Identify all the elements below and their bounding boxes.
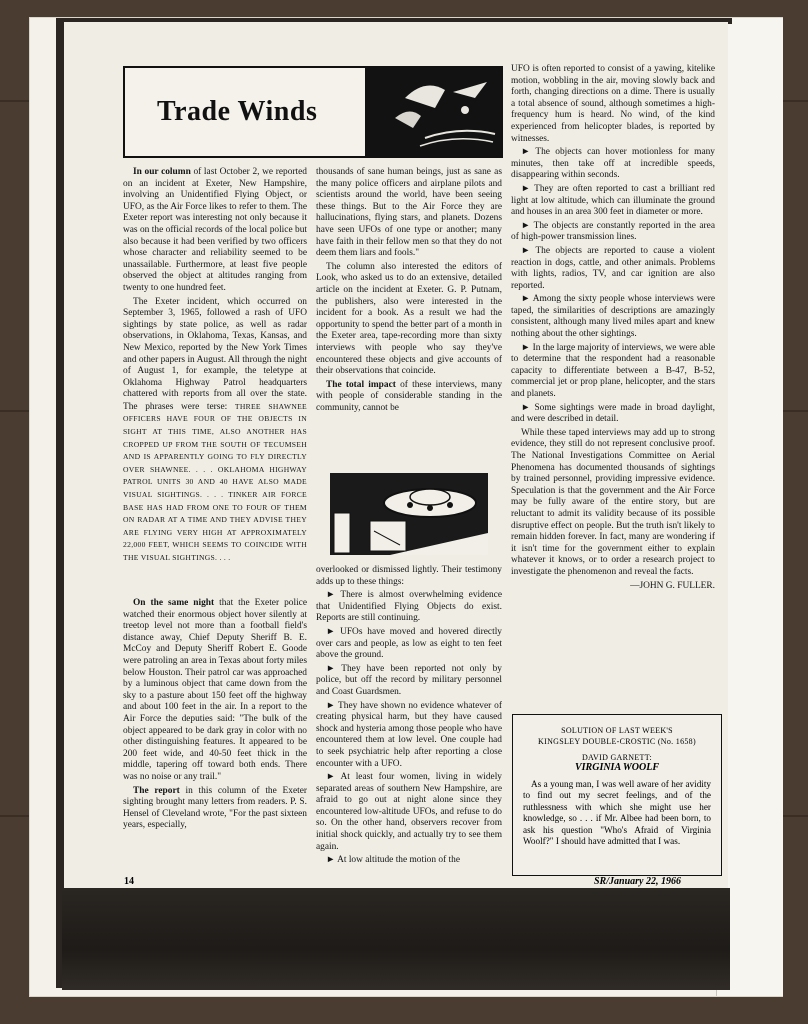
author-signature: —JOHN G. FULLER. <box>630 580 715 591</box>
article-paragraph <box>316 701 502 771</box>
paragraph-text: ► Among the sixty people whose interviews were taped, the similarities of descriptions are amazingly consistent, although many lived miles apart and knew nothing about the other sightings. <box>511 294 715 340</box>
article-paragraph <box>316 380 502 415</box>
solution-heading-line1: SOLUTION OF LAST WEEK'S <box>561 726 673 735</box>
solution-work-title: VIRGINIA WOOLF <box>574 762 659 773</box>
article-paragraph <box>316 772 502 853</box>
paragraph-text: of last October 2, we reported on an incident at Exeter, New Hampshire, involving an Unidentified Flying Object, or UFO, as the Air Force likes to refer to them. The Exeter report was interesting not only because it was on the official records of the local police but also because it had been verified by two officers whose character and reliability seemed to be unassailable. Furthermore, at least five people observed the object at altitudes ranging from twenty to one hundred feet. <box>123 167 307 293</box>
paragraph-text: of these interviews, many with people of considerable standing in the community, cannot be <box>316 379 503 413</box>
paragraph-text: UFO is often reported to consist of a yawing, kitelike motion, wobbling in the air, moving slowly back and forth, changing directions on a dime. There is usually a total absence of sound, although sometimes a high-frequency hum is heard. No wind, of the kind experienced from helicopter blades, is reported by witnesses. <box>511 64 715 144</box>
column-2-top <box>316 167 502 416</box>
paragraph-text: ► Some sightings were made in broad daylight, and were described in detail. <box>511 402 715 425</box>
paragraph-text: ► There is almost overwhelming evidence that Unidentified Flying Objects do exist. Reports are still continuing. <box>316 590 502 624</box>
photocopy-dark-band <box>62 888 730 990</box>
article-paragraph <box>511 221 715 244</box>
article-paragraph <box>316 590 502 625</box>
solution-quote: As a young man, I was well aware of her avidity to find out my secret feelings, and of the ruthlessness with which she might use her knowledge, so . . . if Mr. Albee had been born, to ask his question "Who's Afraid of Virginia Woolf?" I should have admitted that I was. <box>523 779 711 847</box>
paragraph-lead-in: On the same night <box>133 598 215 608</box>
article-paragraph <box>316 262 502 378</box>
column-1-bottom <box>123 598 307 834</box>
page-number: 14 <box>124 876 134 887</box>
paragraph-text: in this column of the Exeter sighting brought many letters from readers. P. S. Hensel of Cleveland wrote, "For the past sixteen years, especially, <box>123 785 307 831</box>
column-2-bottom <box>316 565 502 869</box>
teletype-quote: THREE SHAWNEE OFFICERS HAVE FOUR OF THE OBJECTS IN SIGHT AT THIS TIME, ALSO ANOTHER HAS CROPPED UP FROM THE SOUTH OF TECUMSEH AND IS APPARENTLY GOING TO FLY DIRECTLY OVER SHAWNEE. . . . OKLAHOMA HIGHWAY PATROL UNITS 30 AND 40 HAVE ALSO MADE VISUAL SIGHTINGS. . . . TINKER AIR FORCE BASE HAS HAD FROM ONE TO FOUR OF THEM ON RADAR AT A TIME AND THEY ADVISE THEY ARE FLYING VERY HIGH AT APPROXIMATELY 22,000 FEET, WHICH SEEMS TO COINCIDE WITH THE VISUAL SIGHTINGS. . . . <box>123 401 307 562</box>
paragraph-text: The Exeter incident, which occurred on September 3, 1965, followed a rash of UFO sightings by state police, as well as radar observations, in Oklahoma, Texas, Kansas, and New Mexico, reported by the New York Times and other papers in August. All through the night of August 1, for example, the teletype at Oklahoma Highway Patrol headquarters chattered with reports from all over the state. The phrases were terse: <box>123 296 307 412</box>
paragraph-lead-in: In our column <box>133 167 191 177</box>
article-paragraph <box>123 167 307 295</box>
paragraph-lead-in: The report <box>133 785 180 796</box>
article-paragraph <box>316 167 502 260</box>
column-1-top <box>123 167 307 567</box>
article-paragraph <box>511 343 715 401</box>
article-paragraph <box>123 297 307 565</box>
article-paragraph <box>123 786 307 832</box>
paragraph-text: ► At low altitude the motion of the <box>326 855 461 866</box>
solution-heading-line2: KINGSLEY DOUBLE-CROSTIC (No. 1658) <box>538 737 696 746</box>
article-paragraph <box>511 184 715 219</box>
wind-illustration <box>365 68 501 156</box>
solution-author: DAVID GARNETT: <box>581 753 653 762</box>
column-3 <box>511 64 715 594</box>
paragraph-text: ► The objects can hover motionless for many minutes, then take off at incredible speeds, disappearing within seconds. <box>511 147 715 181</box>
column-title: Trade Winds <box>157 96 318 127</box>
paragraph-text: overlooked or dismissed lightly. Their testimony adds up to these things: <box>316 565 502 587</box>
article-paragraph <box>511 246 715 292</box>
paragraph-text: ► They are often reported to cast a brilliant red light at low altitude, which can illuminate the ground and houses in an area 300 feet in diameter or more. <box>511 183 715 218</box>
article-paragraph <box>316 664 502 699</box>
paragraph-text: ► The objects are constantly reported in the area of high-power transmission lines. <box>511 220 715 243</box>
article-paragraph <box>316 565 502 588</box>
article-paragraph <box>123 598 307 784</box>
solution-heading <box>513 725 721 747</box>
article-paragraph <box>511 403 715 426</box>
paragraph-text: The column also interested the editors of Look, who asked us to do an extensive, detailed article on the incident at Exeter. G. P. Putnam, the publishers, also were interested in the incident for a book. As a result we had the opportunity to spend the better part of a month in the Exeter area, tape-recording more than sixty interviews with people who say they've encountered these objects and give accounts of their observations that coincide. <box>316 261 502 377</box>
paragraph-text: ► UFOs have moved and hovered directly over cars and people, as low as eight to ten feet above the ground. <box>316 626 502 661</box>
ufo-illustration <box>330 473 488 555</box>
paragraph-text: ► In the large majority of interviews, we were able to determine that the respondent had a reasonable capacity to differentiate between a B-47, B-52, commercial jet or prop plane, helicopter, and the stars and planets. <box>511 342 715 400</box>
paragraph-text: ► The objects are reported to cause a violent reaction in dogs, cattle, and other animals. Problems with lights, radios, TV, and car ignition are also reported. <box>511 245 715 291</box>
paragraph-lead-in: The total impact <box>326 379 396 390</box>
article-paragraph <box>316 855 502 867</box>
paragraph-text: ► They have been reported not only by police, but off the record by military personnel and Coast Guardsmen. <box>316 663 502 697</box>
article-paragraph <box>511 294 715 340</box>
issue-date: SR/January 22, 1966 <box>594 876 681 887</box>
paragraph-text: ► They have shown no evidence whatever of creating physical harm, but they have caused shock and hysteria among those people who have encountered them at low level. One couple had to seek psychiatric help after reporting a close encounter with a UFO. <box>316 700 502 769</box>
paragraph-text: thousands of sane human beings, just as sane as the many police officers and airplane pilots and scientists around the world, have been seeing these things. But to the Air Force they are hallucinations, flying stars, and planets. Dozens have seen UFOs of one type or another; many have faith in their fellow men so that they do not deem them liars and fools." <box>316 167 502 259</box>
double-crostic-solution-box <box>512 714 722 876</box>
article-paragraph <box>511 147 715 182</box>
article-paragraph <box>511 428 715 579</box>
paragraph-text: that the Exeter police watched their enormous object hover silently at treetop level not more than a football field's distance away, Chief Deputy Sheriff B. E. McCoy and Deputy Sheriff Robert E. Goode were patroling an area in Texas about forty miles below Houston. Their patrol car was approached by a luminous object that came down from the sky to a pasture about 150 feet off the highway and about 100 feet in the air. In a report to the Air Force the deputies said: "The bulk of the object appeared to be dark gray in color with no other distinguishing features. It appeared to be 200 feet wide, and 40-50 feet thick in the middle, tapering off toward both ends. There was no noise or any trail." <box>123 598 307 782</box>
paragraph-text: ► At least four women, living in widely separated areas of southern New Hampshire, are afraid to go out at night alone since they encountered low-altitude UFOs, and refuse to do so. On the other hand, observers recover from initial shock quickly, and actually try to see them again. <box>316 772 502 852</box>
article-paragraph <box>316 627 502 662</box>
article-paragraph <box>511 64 715 145</box>
column-header <box>123 66 503 158</box>
paragraph-text: While these taped interviews may add up to strong evidence, they still do not represent conclusive proof. The National Investigations Committee on Aerial Phenomena has documented thousands of sightings by trained personnel, providing impressive evidence. Speculation is that the government and the Air Force may be fully aware of the entire story, but are reluctant to admit its validity because of its possible disruptive effect on people. But the truth isn't likely to remain hidden forever. In fact, many are wondering if it isn't time for the government either to explain whatever it knows, or to order a research project to investigate the phenomenon and reveal the facts. <box>511 427 715 577</box>
